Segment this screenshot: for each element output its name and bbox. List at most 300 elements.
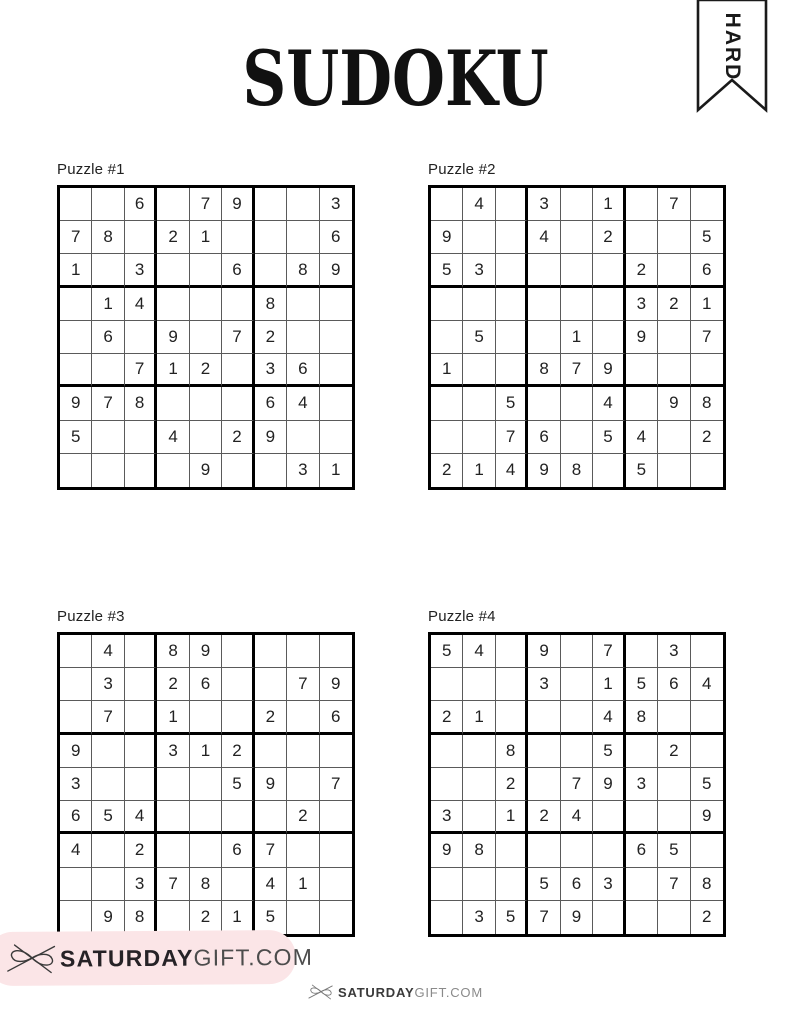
sudoku-cell (431, 768, 463, 801)
sudoku-cell: 7 (92, 701, 124, 734)
sudoku-cell: 1 (157, 354, 189, 387)
sudoku-cell (222, 701, 254, 734)
sudoku-cell: 6 (222, 834, 254, 867)
sudoku-cell: 1 (92, 288, 124, 321)
sudoku-cell: 6 (125, 188, 157, 221)
sudoku-cell (222, 221, 254, 254)
sudoku-cell (92, 354, 124, 387)
sudoku-cell: 8 (157, 635, 189, 668)
sudoku-cell (320, 387, 352, 420)
sudoku-cell: 5 (463, 321, 495, 354)
sudoku-cell (255, 454, 287, 487)
sudoku-cell: 2 (626, 254, 658, 287)
sudoku-cell: 3 (463, 254, 495, 287)
sudoku-cell (431, 188, 463, 221)
sudoku-cell: 4 (125, 288, 157, 321)
sudoku-cell: 9 (593, 354, 625, 387)
sudoku-cell: 9 (255, 768, 287, 801)
sudoku-cell (320, 901, 352, 934)
sudoku-cell (496, 221, 528, 254)
sudoku-cell: 9 (255, 421, 287, 454)
sudoku-cell (528, 701, 560, 734)
sudoku-cell (626, 801, 658, 834)
sudoku-cell: 1 (496, 801, 528, 834)
sudoku-cell: 5 (496, 901, 528, 934)
sudoku-cell: 1 (331, 460, 341, 480)
sudoku-cell: 5 (222, 768, 254, 801)
sudoku-cell: 9 (626, 321, 658, 354)
sudoku-cell (561, 701, 593, 734)
sudoku-cell (561, 635, 593, 668)
sudoku-cell: 8 (125, 901, 157, 934)
sudoku-cell: 1 (431, 354, 463, 387)
sudoku-cell (528, 288, 560, 321)
sudoku-cell: 5 (626, 668, 658, 701)
sudoku-cell (157, 288, 189, 321)
sudoku-cell (626, 387, 658, 420)
sudoku-cell (593, 801, 625, 834)
sudoku-cell: 6 (287, 354, 319, 387)
sudoku-cell: 3 (626, 288, 658, 321)
sudoku-cell (431, 421, 463, 454)
sudoku-cell: 3 (658, 635, 690, 668)
sudoku-cell (463, 801, 495, 834)
sudoku-cell (287, 768, 319, 801)
sudoku-cell (125, 454, 157, 487)
sudoku-cell (157, 188, 189, 221)
sudoku-cell (190, 321, 222, 354)
sudoku-cell: 4 (691, 668, 723, 701)
sudoku-cell: 2 (125, 834, 157, 867)
sudoku-cell: 3 (320, 188, 352, 221)
sudoku-cell (463, 221, 495, 254)
sudoku-cell (658, 221, 690, 254)
sudoku-cell: 8 (626, 701, 658, 734)
sudoku-cell: 8 (528, 354, 560, 387)
sudoku-cell (287, 701, 319, 734)
sudoku-cell (287, 421, 319, 454)
sudoku-cell: 1 (691, 288, 723, 321)
sudoku-cell (222, 454, 254, 487)
puzzle-3 (57, 608, 355, 937)
sudoku-cell (561, 421, 593, 454)
sudoku-cell (593, 254, 625, 287)
sudoku-cell (691, 701, 723, 734)
sudoku-cell (496, 868, 528, 901)
sudoku-cell: 8 (287, 254, 319, 287)
sudoku-cell (287, 834, 319, 867)
sudoku-cell (658, 701, 690, 734)
sudoku-cell (60, 868, 92, 901)
sudoku-cell: 8 (691, 387, 723, 420)
sudoku-cell: 7 (320, 768, 352, 801)
sudoku-cell (287, 188, 319, 221)
sudoku-cell (255, 735, 287, 768)
sudoku-cell: 2 (222, 421, 254, 454)
sudoku-cell (496, 188, 528, 221)
sudoku-cell (463, 735, 495, 768)
sudoku-cell: 9 (431, 221, 463, 254)
sudoku-cell: 1 (157, 701, 189, 734)
brand-banner-text (60, 943, 313, 972)
sudoku-cell (287, 901, 319, 934)
sudoku-cell (320, 354, 352, 387)
sudoku-cell (593, 288, 625, 321)
difficulty-ribbon (696, 0, 768, 114)
sudoku-cell: 7 (222, 321, 254, 354)
sudoku-cell (92, 768, 124, 801)
brand-banner-bold: SATURDAY (59, 944, 194, 972)
sudoku-cell: 9 (190, 454, 222, 487)
sudoku-cell: 7 (561, 354, 593, 387)
sudoku-cell (255, 668, 287, 701)
sudoku-cell: 5 (431, 635, 463, 668)
sudoku-cell: 7 (287, 668, 319, 701)
sudoku-cell: 2 (190, 901, 222, 934)
sudoku-cell: 1 (463, 701, 495, 734)
sudoku-cell (125, 635, 157, 668)
sudoku-cell (626, 901, 658, 934)
sudoku-cell (626, 188, 658, 221)
sudoku-cell: 1 (593, 188, 625, 221)
sudoku-cell (287, 288, 319, 321)
sudoku-cell (320, 635, 352, 668)
sudoku-cell (463, 668, 495, 701)
sudoku-cell: 2 (496, 768, 528, 801)
sudoku-cell (92, 735, 124, 768)
sudoku-cell: 2 (658, 288, 690, 321)
brand-banner (0, 930, 314, 986)
sudoku-cell: 6 (658, 668, 690, 701)
sudoku-cell: 3 (593, 868, 625, 901)
sudoku-cell: 5 (528, 868, 560, 901)
sudoku-cell: 5 (658, 834, 690, 867)
sudoku-cell: 7 (125, 354, 157, 387)
sudoku-cell: 2 (691, 421, 723, 454)
sudoku-cell: 4 (593, 701, 625, 734)
sudoku-cell (528, 834, 560, 867)
sudoku-cell (190, 387, 222, 420)
sudoku-cell: 2 (255, 701, 287, 734)
sudoku-grid-3 (57, 632, 355, 937)
sudoku-cell: 1 (190, 221, 222, 254)
sudoku-cell: 4 (92, 635, 124, 668)
sudoku-cell (463, 868, 495, 901)
sudoku-cell: 1 (60, 254, 92, 287)
sudoku-cell: 4 (157, 421, 189, 454)
sudoku-cell: 7 (691, 321, 723, 354)
sudoku-cell: 3 (463, 901, 495, 934)
sudoku-cell (658, 321, 690, 354)
sudoku-cell: 9 (92, 901, 124, 934)
sudoku-cell (60, 901, 92, 934)
sudoku-cell: 8 (691, 868, 723, 901)
sudoku-cell (60, 454, 92, 487)
sudoku-cell: 3 (157, 735, 189, 768)
sudoku-cell: 6 (561, 868, 593, 901)
sudoku-cell: 7 (60, 221, 92, 254)
sudoku-cell (496, 254, 528, 287)
sudoku-cell (60, 635, 92, 668)
footer-text-bold: SATURDAY (338, 984, 415, 1000)
sudoku-cell (593, 454, 625, 487)
sudoku-cell (222, 801, 254, 834)
sudoku-cell: 2 (222, 735, 254, 768)
sudoku-cell (561, 221, 593, 254)
sudoku-cell: 9 (320, 254, 352, 287)
sudoku-cell: 8 (463, 834, 495, 867)
sudoku-cell (157, 801, 189, 834)
sudoku-cell: 5 (496, 387, 528, 420)
sudoku-cell: 9 (658, 387, 690, 420)
sudoku-cell (431, 735, 463, 768)
sudoku-cell: 9 (431, 834, 463, 867)
sudoku-cell (255, 221, 287, 254)
puzzle-2-label: Puzzle #2 (428, 161, 496, 178)
sudoku-cell: 8 (190, 868, 222, 901)
sudoku-cell: 1 (561, 321, 593, 354)
sudoku-cell (626, 221, 658, 254)
sudoku-cell: 2 (658, 735, 690, 768)
sudoku-cell (255, 635, 287, 668)
sudoku-cell: 5 (593, 421, 625, 454)
sudoku-cell: 9 (60, 735, 92, 768)
sudoku-cell (496, 288, 528, 321)
sudoku-cell (157, 768, 189, 801)
sudoku-cell: 7 (157, 868, 189, 901)
sudoku-cell: 9 (190, 635, 222, 668)
puzzle-3-label: Puzzle #3 (57, 608, 125, 625)
sudoku-cell: 7 (496, 421, 528, 454)
sudoku-cell (691, 188, 723, 221)
sudoku-cell: 2 (593, 221, 625, 254)
sudoku-cell: 1 (190, 735, 222, 768)
sudoku-cell (157, 901, 189, 934)
sudoku-cell: 5 (593, 735, 625, 768)
sudoku-cell: 7 (190, 188, 222, 221)
sudoku-cell (190, 701, 222, 734)
sudoku-cell (320, 421, 352, 454)
sudoku-cell (157, 454, 189, 487)
sudoku-cell (222, 354, 254, 387)
sudoku-cell (561, 735, 593, 768)
sudoku-cell: 4 (561, 801, 593, 834)
sudoku-cell (287, 635, 319, 668)
sudoku-cell (658, 421, 690, 454)
sudoku-cell: 5 (92, 801, 124, 834)
sudoku-cell: 7 (658, 868, 690, 901)
sudoku-cell (222, 868, 254, 901)
sudoku-cell (691, 834, 723, 867)
sudoku-cell: 2 (190, 354, 222, 387)
sudoku-cell (561, 288, 593, 321)
sudoku-cell (528, 387, 560, 420)
puzzle-1-label: Puzzle #1 (57, 161, 125, 178)
sudoku-cell (561, 254, 593, 287)
sudoku-cell: 9 (60, 387, 92, 420)
puzzle-4 (428, 608, 726, 937)
footer-branding (0, 981, 791, 1003)
sudoku-cell: 7 (593, 635, 625, 668)
sudoku-cell: 5 (691, 221, 723, 254)
sudoku-cell (691, 454, 723, 487)
sudoku-cell: 5 (691, 768, 723, 801)
sudoku-cell (190, 801, 222, 834)
sudoku-grid-4 (428, 632, 726, 937)
sudoku-cell: 8 (92, 221, 124, 254)
sudoku-cell (496, 354, 528, 387)
sudoku-cell (626, 635, 658, 668)
sudoku-cell (496, 321, 528, 354)
sudoku-cell: 3 (287, 454, 319, 487)
sudoku-cell (593, 834, 625, 867)
sudoku-cell (431, 868, 463, 901)
sudoku-cell (431, 387, 463, 420)
sudoku-cell (157, 834, 189, 867)
brand-banner-light: GIFT.COM (193, 943, 314, 971)
footer-bow-icon (308, 981, 334, 1003)
sudoku-cell (287, 221, 319, 254)
sudoku-cell: 2 (287, 801, 319, 834)
sudoku-cell: 8 (496, 735, 528, 768)
sudoku-cell: 4 (287, 387, 319, 420)
sudoku-cell (125, 421, 157, 454)
sudoku-cell (691, 354, 723, 387)
sudoku-cell (125, 668, 157, 701)
sudoku-cell (658, 354, 690, 387)
sudoku-cell (157, 254, 189, 287)
sudoku-cell (496, 701, 528, 734)
sudoku-cell: 9 (528, 635, 560, 668)
sudoku-cell: 8 (125, 387, 157, 420)
sudoku-cell: 2 (431, 454, 463, 487)
sudoku-cell (60, 188, 92, 221)
sudoku-cell: 1 (593, 668, 625, 701)
sudoku-cell (287, 321, 319, 354)
sudoku-cell (658, 901, 690, 934)
sudoku-cell (190, 768, 222, 801)
sudoku-cell (320, 868, 352, 901)
sudoku-cell (496, 668, 528, 701)
footer-text-light: GIFT.COM (414, 984, 483, 1000)
sudoku-cell (528, 254, 560, 287)
sudoku-cell (320, 321, 352, 354)
sudoku-cell: 1 (463, 454, 495, 487)
sudoku-cell: 9 (691, 801, 723, 834)
sudoku-cell (190, 421, 222, 454)
difficulty-label: HARD (721, 12, 744, 82)
sudoku-cell: 9 (593, 768, 625, 801)
sudoku-cell: 9 (157, 321, 189, 354)
sudoku-cell: 6 (222, 254, 254, 287)
sudoku-cell (561, 387, 593, 420)
sudoku-cell (658, 254, 690, 287)
sudoku-cell (60, 668, 92, 701)
sudoku-cell (255, 188, 287, 221)
sudoku-cell: 7 (92, 387, 124, 420)
sudoku-cell (528, 768, 560, 801)
sudoku-cell: 1 (287, 868, 319, 901)
sudoku-cell (691, 735, 723, 768)
sudoku-cell (92, 868, 124, 901)
sudoku-cell: 9 (561, 901, 593, 934)
sudoku-cell (431, 901, 463, 934)
sudoku-cell (463, 387, 495, 420)
sudoku-cell: 2 (157, 221, 189, 254)
sudoku-cell (320, 834, 352, 867)
puzzle-1 (57, 161, 355, 490)
sudoku-cell: 1 (222, 901, 254, 934)
sudoku-cell (190, 834, 222, 867)
sudoku-cell: 4 (463, 188, 495, 221)
sudoku-cell (496, 635, 528, 668)
sudoku-cell: 2 (157, 668, 189, 701)
sudoku-cell (561, 834, 593, 867)
sudoku-cell: 6 (691, 254, 723, 287)
sudoku-cell (658, 801, 690, 834)
sudoku-cell (92, 454, 124, 487)
sudoku-cell (287, 735, 319, 768)
sudoku-cell: 9 (222, 188, 254, 221)
sudoku-cell (60, 321, 92, 354)
sudoku-cell (320, 288, 352, 321)
sudoku-cell: 8 (561, 454, 593, 487)
sudoku-cell: 5 (60, 421, 92, 454)
sudoku-cell (463, 768, 495, 801)
sudoku-cell: 5 (431, 254, 463, 287)
sudoku-cell (626, 735, 658, 768)
sudoku-cell: 3 (125, 254, 157, 287)
sudoku-cell (658, 454, 690, 487)
sudoku-cell: 5 (255, 901, 287, 934)
sudoku-cell: 3 (92, 668, 124, 701)
sudoku-cell (222, 668, 254, 701)
sudoku-cell (431, 288, 463, 321)
sudoku-cell (255, 801, 287, 834)
bow-icon (6, 937, 58, 981)
sudoku-cell: 3 (255, 354, 287, 387)
sudoku-cell: 3 (528, 188, 560, 221)
sudoku-cell: 6 (255, 387, 287, 420)
sudoku-cell (157, 387, 189, 420)
sudoku-cell: 4 (528, 221, 560, 254)
sudoku-cell: 6 (528, 421, 560, 454)
sudoku-cell: 3 (626, 768, 658, 801)
sudoku-cell (222, 387, 254, 420)
sudoku-cell (222, 635, 254, 668)
sudoku-cell (125, 221, 157, 254)
sudoku-cell: 7 (255, 834, 287, 867)
sudoku-cell: 3 (528, 668, 560, 701)
sudoku-cell (561, 188, 593, 221)
sudoku-cell (528, 735, 560, 768)
sudoku-cell (125, 321, 157, 354)
sudoku-cell (92, 188, 124, 221)
sudoku-cell (255, 254, 287, 287)
sudoku-cell (60, 701, 92, 734)
sudoku-cell (92, 421, 124, 454)
sudoku-cell (125, 701, 157, 734)
sudoku-cell: 3 (431, 801, 463, 834)
sudoku-cell (60, 354, 92, 387)
sudoku-cell (190, 288, 222, 321)
sudoku-cell (320, 735, 352, 768)
puzzle-2 (428, 161, 726, 490)
sudoku-cell: 2 (528, 801, 560, 834)
sudoku-cell: 3 (60, 768, 92, 801)
sudoku-cell (626, 868, 658, 901)
sudoku-cell (60, 288, 92, 321)
